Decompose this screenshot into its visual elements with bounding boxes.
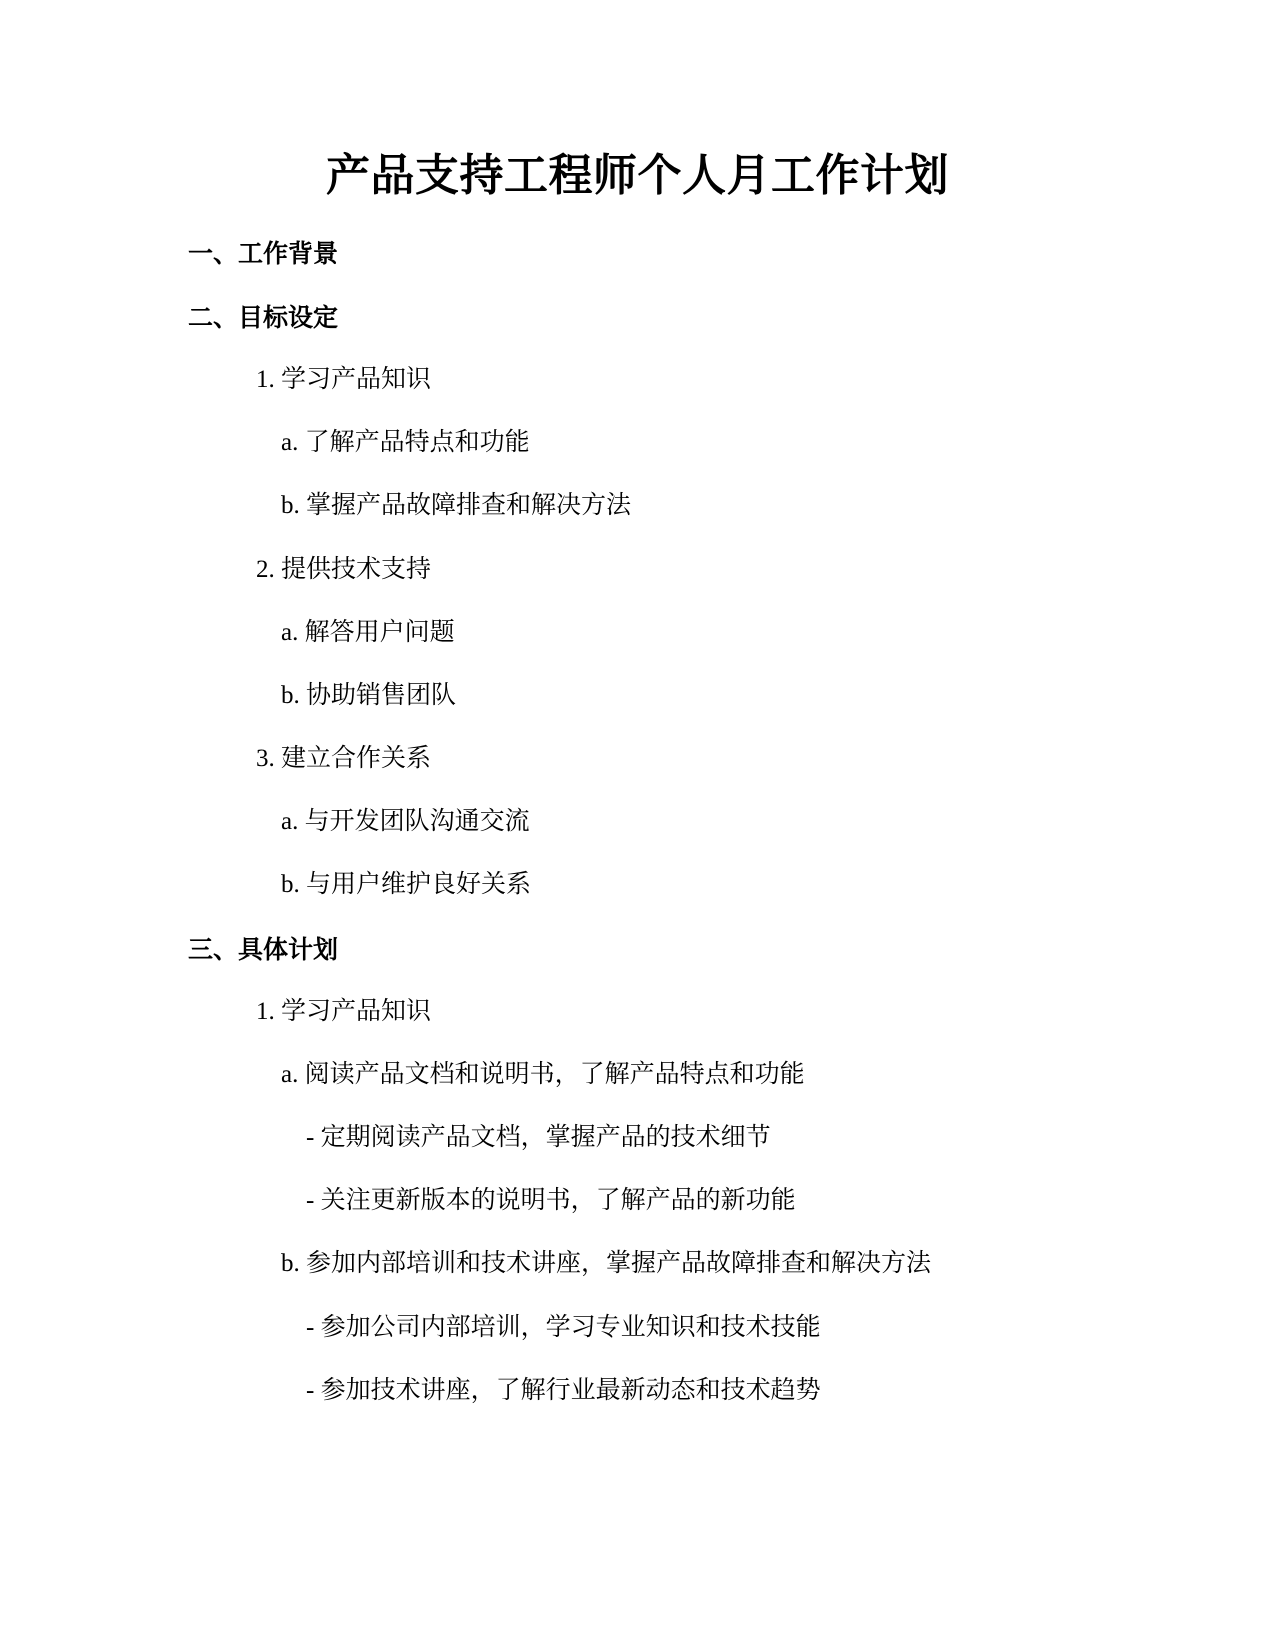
goal-item-1a: a. 了解产品特点和功能 [281,429,530,456]
goal-item-3a: a. 与开发团队沟通交流 [281,808,530,835]
goal-item-1b: b. 掌握产品故障排查和解决方法 [281,492,632,519]
goal-item-2: 2. 提供技术支持 [256,556,432,583]
goal-item-1: 1. 学习产品知识 [256,366,432,393]
section-heading-background: 一、工作背景 [188,239,339,268]
goal-item-2b: b. 协助销售团队 [281,682,457,709]
section-heading-plan: 三、具体计划 [188,935,339,964]
plan-item-1: 1. 学习产品知识 [256,998,432,1025]
plan-item-1b: b. 参加内部培训和技术讲座，掌握产品故障排查和解决方法 [281,1250,932,1277]
plan-item-1b-detail-1: - 参加公司内部培训，学习专业知识和技术技能 [306,1314,821,1341]
plan-item-1b-detail-2: - 参加技术讲座，了解行业最新动态和技术趋势 [306,1377,821,1404]
goal-item-2a: a. 解答用户问题 [281,619,455,646]
goal-item-3: 3. 建立合作关系 [256,745,432,772]
section-heading-goals: 二、目标设定 [188,303,339,332]
plan-item-1a-detail-2: - 关注更新版本的说明书，了解产品的新功能 [306,1187,796,1214]
plan-item-1a-detail-1: - 定期阅读产品文档，掌握产品的技术细节 [306,1124,771,1151]
goal-item-3b: b. 与用户维护良好关系 [281,871,532,898]
plan-item-1a: a. 阅读产品文档和说明书，了解产品特点和功能 [281,1061,805,1088]
document-title: 产品支持工程师个人月工作计划 [326,150,949,201]
